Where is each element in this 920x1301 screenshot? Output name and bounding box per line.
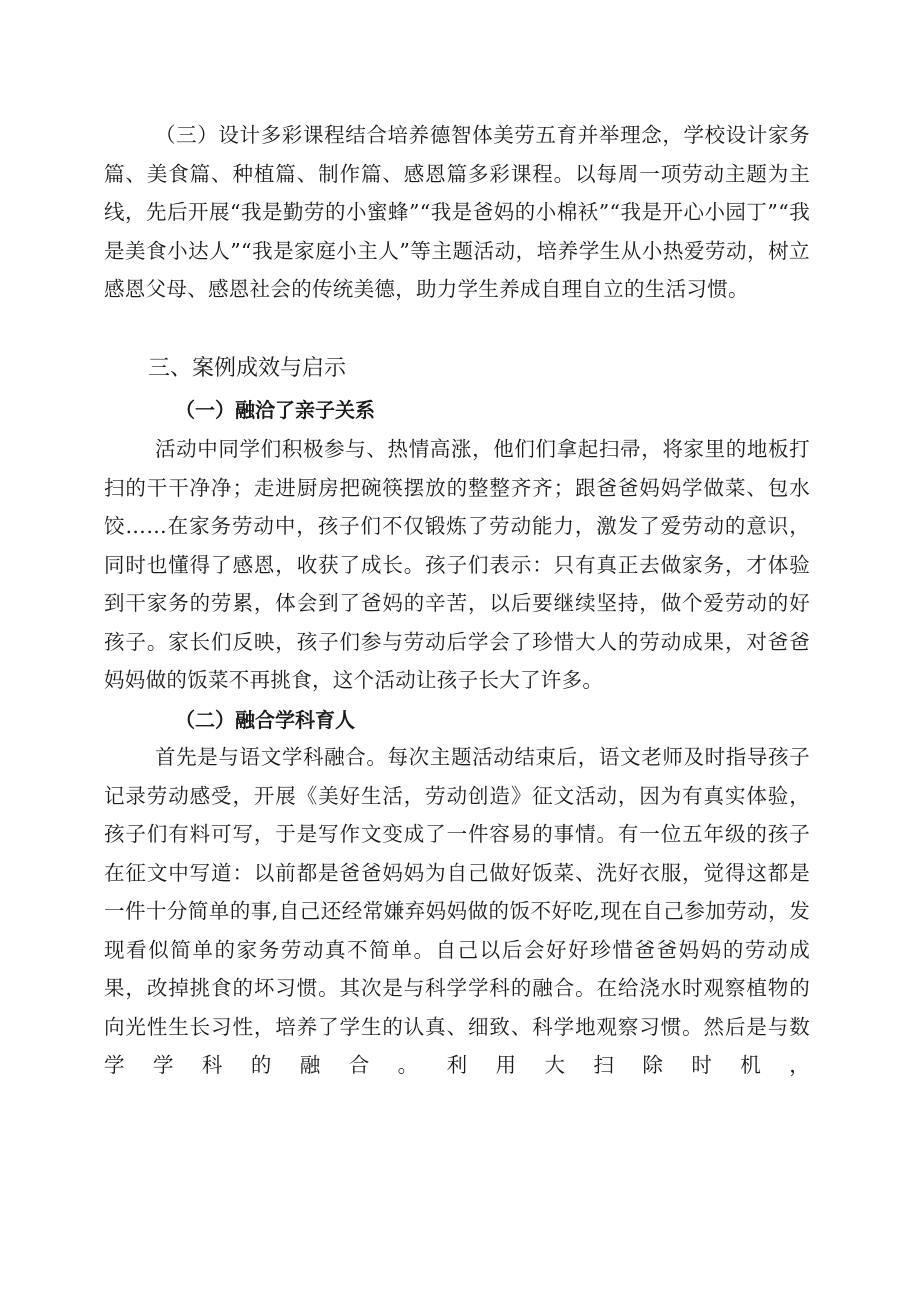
design-courses-paragraph: （三）设计多彩课程结合培养德智体美劳五育并举理念，学校设计家务篇、美食篇、种植篇、制作篇、感恩篇多彩课程。以每周一项劳动主题为主线，先后开展“我是勤劳的小蜜蜂”“我是爸妈的小棉袄”“我是开心小园丁”“我是美食小达人”“我是家庭小主人”等主题活动，培养学生从小热爱劳动，树立感恩父母、感恩社会的传统美德，助力学生养成自理自立的生活习惯。 (104, 123, 810, 301)
section-heading: 三、案例成效与启示 (148, 356, 347, 381)
parent-child-paragraph: 活动中同学们积极参与、热情高涨，他们们拿起扫帚，将家里的地板打扫的干干净净；走进厨房把碗筷摆放的整整齐齐；跟爸爸妈妈学做菜、包水饺……在家务劳动中，孩子们不仅锻炼了劳动能力，激发了爱劳动的意识，同时也懂得了感恩，收获了成长。孩子们表示：只有真正去做家务，才体验到干家务的劳累，体会到了爸妈的辛苦，以后要继续坚持，做个爱劳动的好孩子。家长们反映，孩子们参与劳动后学会了珍惜大人的劳动成果，对爸爸妈妈做的饭菜不再挑食，这个活动让孩子长大了许多。 (104, 437, 810, 692)
subheading-parent-child: （一）融洽了亲子关系 (175, 398, 375, 422)
subheading-subject-integration: （二）融合学科育人 (175, 708, 355, 732)
subject-integration-paragraph: 首先是与语文学科融合。每次主题活动结束后，语文老师及时指导孩子记录劳动感受，开展《美好生活，劳动创造》征文活动，因为有真实体验，孩子们有料可写，于是写作文变成了一件容易的事情。有一位五年级的孩子在征文中写道：以前都是爸爸妈妈为自己做好饭菜、洗好衣服，觉得这都是一件十分简单的事,自己还经常嫌弃妈妈做的饭不好吃,现在自己参加劳动，发现看似简单的家务劳动真不简单。自己以后会好好珍惜爸爸妈妈的劳动成果，改掉挑食的坏习惯。其次是与科学学科的融合。在给浇水时观察植物的向光性生长习性，培养了学生的认真、细致、科学地观察习惯。然后是与数学学科的融合。利用大扫除时机， (104, 745, 810, 1077)
